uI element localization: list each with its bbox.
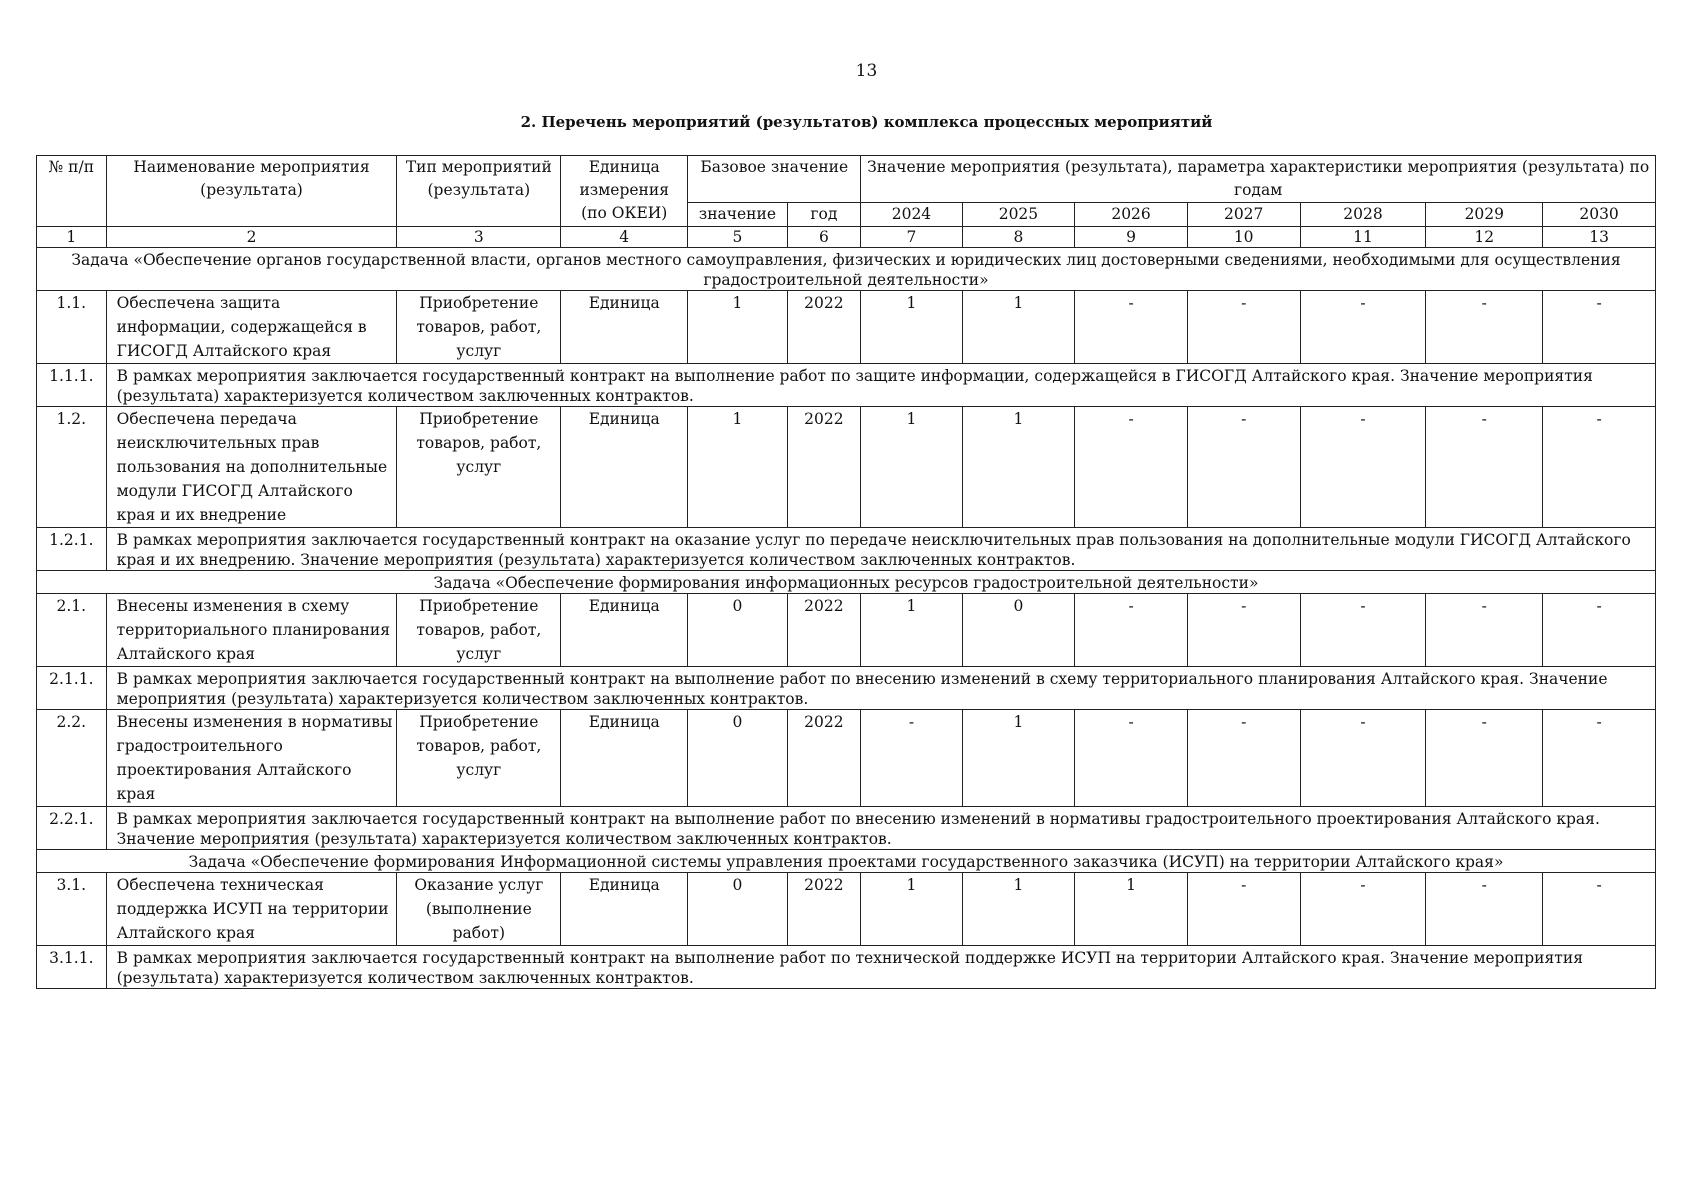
description-number: 1.2.1.: [37, 528, 107, 571]
header-base-year: год: [787, 203, 861, 227]
header-year: 2025: [962, 203, 1075, 227]
activity-unit: Единица: [561, 873, 688, 946]
year-value: -: [1426, 873, 1543, 946]
task-title: Задача «Обеспечение формирования Информационной системы управления проектами государственного заказчика (ИСУП) на территории Алтайского края»: [37, 850, 1656, 873]
column-number: 9: [1075, 227, 1188, 248]
activity-row: [37, 594, 1656, 667]
activity-unit: Единица: [561, 710, 688, 807]
year-value: -: [1075, 710, 1188, 807]
activity-unit: Единица: [561, 291, 688, 364]
year-value: -: [1300, 873, 1426, 946]
year-value: 1: [1075, 873, 1188, 946]
column-number: 5: [688, 227, 787, 248]
base-year: 2022: [787, 873, 861, 946]
column-numbers-row: [37, 227, 1656, 248]
table-body: [37, 227, 1656, 989]
description-number: 2.2.1.: [37, 807, 107, 850]
page-number: 13: [855, 61, 878, 81]
task-title: Задача «Обеспечение формирования информационных ресурсов градостроительной деятельности»: [37, 571, 1656, 594]
activity-row: [37, 873, 1656, 946]
year-value: 1: [861, 407, 962, 528]
year-value: -: [1426, 407, 1543, 528]
header-base-value: значение: [688, 203, 787, 227]
header-years-group: Значение мероприятия (результата), параметра характеристики мероприятия (результата) по годам: [861, 156, 1656, 203]
activity-name: Обеспечена техническая поддержка ИСУП на территории Алтайского края: [106, 873, 397, 946]
activity-unit: Единица: [561, 594, 688, 667]
description-row: [37, 667, 1656, 710]
activity-type: Оказание услуг (выполнение работ): [397, 873, 561, 946]
description-row: [37, 807, 1656, 850]
activity-type: Приобретение товаров, работ, услуг: [397, 291, 561, 364]
year-value: 1: [962, 710, 1075, 807]
task-row: [37, 248, 1656, 291]
task-row: [37, 850, 1656, 873]
description-text: В рамках мероприятия заключается государственный контракт на выполнение работ по внесению изменений в схему территориального планирования Алтайского края. Значение мероприятия (результата) характеризуется количеством заключенных контрактов.: [106, 667, 1655, 710]
header-year: 2029: [1426, 203, 1543, 227]
header-type: Тип мероприятий (результата): [397, 156, 561, 227]
year-value: 1: [861, 594, 962, 667]
year-value: -: [1543, 594, 1656, 667]
year-value: -: [1187, 873, 1300, 946]
year-value: -: [1187, 291, 1300, 364]
activity-type: Приобретение товаров, работ, услуг: [397, 594, 561, 667]
year-value: -: [1075, 291, 1188, 364]
year-value: -: [1426, 291, 1543, 364]
year-value: -: [1300, 291, 1426, 364]
year-value: -: [1426, 594, 1543, 667]
column-number: 1: [37, 227, 107, 248]
section-title: 2. Перечень мероприятий (результатов) комплекса процессных мероприятий: [520, 113, 1213, 131]
activity-unit: Единица: [561, 407, 688, 528]
description-number: 1.1.1.: [37, 364, 107, 407]
column-number: 6: [787, 227, 861, 248]
activity-name: Обеспечена передача неисключительных прав пользования на дополнительные модули ГИСОГД Алтайского края и их внедрение: [106, 407, 397, 528]
description-row: [37, 364, 1656, 407]
activity-number: 1.2.: [37, 407, 107, 528]
header-num: № п/п: [37, 156, 107, 227]
year-value: -: [1300, 407, 1426, 528]
year-value: -: [861, 710, 962, 807]
base-year: 2022: [787, 407, 861, 528]
year-value: 0: [962, 594, 1075, 667]
description-text: В рамках мероприятия заключается государственный контракт на выполнение работ по защите информации, содержащейся в ГИСОГД Алтайского края. Значение мероприятия (результата) характеризуется количеством заключенных контрактов.: [106, 364, 1655, 407]
column-number: 2: [106, 227, 397, 248]
task-row: [37, 571, 1656, 594]
activity-type: Приобретение товаров, работ, услуг: [397, 407, 561, 528]
header-year: 2030: [1543, 203, 1656, 227]
description-row: [37, 528, 1656, 571]
year-value: -: [1300, 594, 1426, 667]
base-value: 0: [688, 873, 787, 946]
column-number: 7: [861, 227, 962, 248]
year-value: -: [1300, 710, 1426, 807]
activity-row: [37, 407, 1656, 528]
year-value: 1: [962, 407, 1075, 528]
base-value: 0: [688, 594, 787, 667]
description-text: В рамках мероприятия заключается государственный контракт на оказание услуг по передаче неисключительных прав пользования на дополнительные модули ГИСОГД Алтайского края и их внедрению. Значение мероприятия (результата) характеризуется количеством заключенных контрактов.: [106, 528, 1655, 571]
base-year: 2022: [787, 710, 861, 807]
activity-name: Обеспечена защита информации, содержащейся в ГИСОГД Алтайского края: [106, 291, 397, 364]
description-number: 2.1.1.: [37, 667, 107, 710]
year-value: 1: [962, 873, 1075, 946]
year-value: 1: [861, 291, 962, 364]
year-value: -: [1075, 594, 1188, 667]
column-number: 11: [1300, 227, 1426, 248]
activities-table: [36, 155, 1656, 989]
description-text: В рамках мероприятия заключается государственный контракт на выполнение работ по внесению изменений в нормативы градостроительного проектирования Алтайского края. Значение мероприятия (результата) характеризуется количеством заключенных контрактов.: [106, 807, 1655, 850]
header-year: 2028: [1300, 203, 1426, 227]
base-year: 2022: [787, 291, 861, 364]
year-value: -: [1543, 291, 1656, 364]
base-year: 2022: [787, 594, 861, 667]
activity-type: Приобретение товаров, работ, услуг: [397, 710, 561, 807]
activity-row: [37, 710, 1656, 807]
year-value: -: [1426, 710, 1543, 807]
header-year: 2026: [1075, 203, 1188, 227]
header-year: 2027: [1187, 203, 1300, 227]
header-base: Базовое значение: [688, 156, 861, 203]
activity-number: 2.1.: [37, 594, 107, 667]
table-header: [37, 156, 1656, 227]
base-value: 1: [688, 291, 787, 364]
year-value: -: [1543, 710, 1656, 807]
description-number: 3.1.1.: [37, 946, 107, 989]
base-value: 0: [688, 710, 787, 807]
column-number: 12: [1426, 227, 1543, 248]
column-number: 3: [397, 227, 561, 248]
year-value: -: [1543, 873, 1656, 946]
header-unit: Единица измерения (по ОКЕИ): [561, 156, 688, 227]
column-number: 4: [561, 227, 688, 248]
header-year: 2024: [861, 203, 962, 227]
year-value: 1: [861, 873, 962, 946]
activity-name: Внесены изменения в схему территориального планирования Алтайского края: [106, 594, 397, 667]
year-value: -: [1187, 594, 1300, 667]
activity-number: 1.1.: [37, 291, 107, 364]
activity-number: 2.2.: [37, 710, 107, 807]
year-value: -: [1075, 407, 1188, 528]
description-row: [37, 946, 1656, 989]
header-name: Наименование мероприятия (результата): [106, 156, 397, 227]
year-value: 1: [962, 291, 1075, 364]
base-value: 1: [688, 407, 787, 528]
task-title: Задача «Обеспечение органов государственной власти, органов местного самоуправления, физических и юридических лиц достоверными сведениями, необходимыми для осуществления градостроительной деятельности»: [37, 248, 1656, 291]
column-number: 13: [1543, 227, 1656, 248]
header-row-1: [37, 156, 1656, 203]
activity-name: Внесены изменения в нормативы градостроительного проектирования Алтайского края: [106, 710, 397, 807]
year-value: -: [1187, 407, 1300, 528]
activity-row: [37, 291, 1656, 364]
year-value: -: [1187, 710, 1300, 807]
description-text: В рамках мероприятия заключается государственный контракт на выполнение работ по технической поддержке ИСУП на территории Алтайского края. Значение мероприятия (результата) характеризуется количеством заключенных контрактов.: [106, 946, 1655, 989]
column-number: 10: [1187, 227, 1300, 248]
column-number: 8: [962, 227, 1075, 248]
year-value: -: [1543, 407, 1656, 528]
activity-number: 3.1.: [37, 873, 107, 946]
